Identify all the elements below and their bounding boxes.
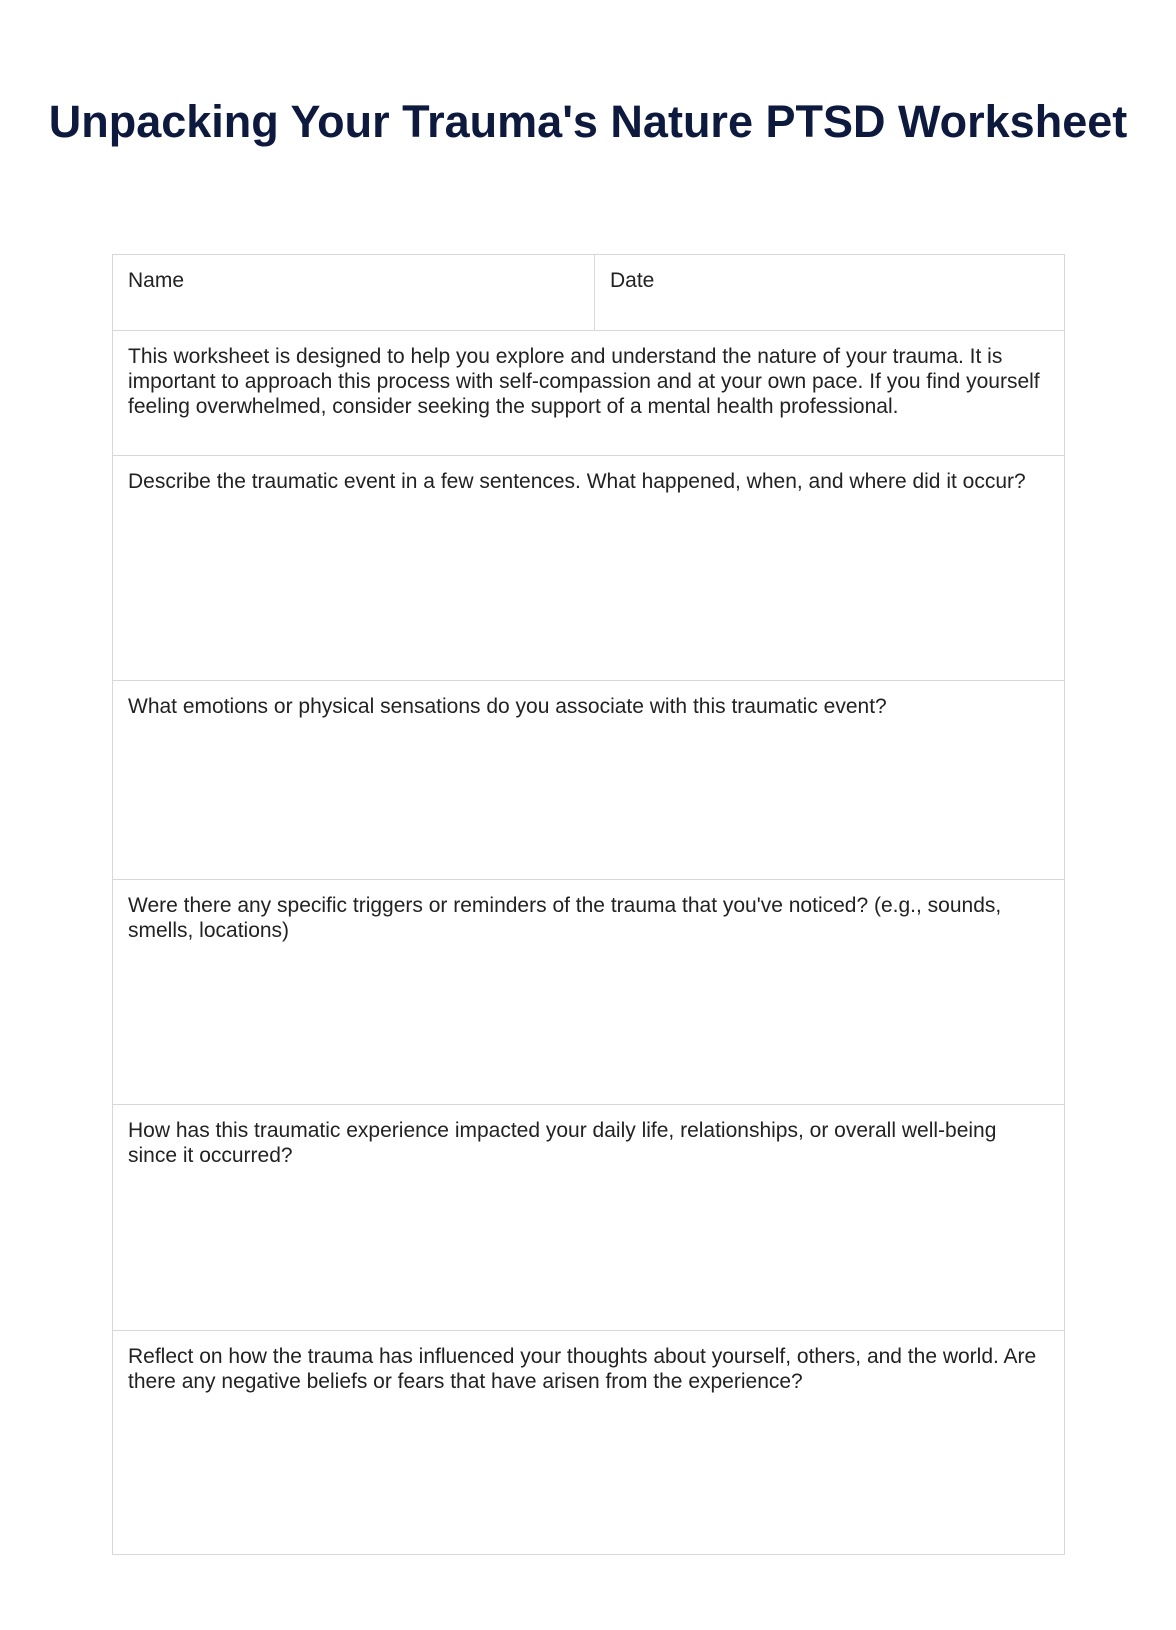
name-field[interactable] (113, 255, 595, 330)
question-1-label: Describe the traumatic event in a few sentences. What happened, when, and where did it occur? (128, 470, 1026, 493)
question-2-label: What emotions or physical sensations do you associate with this traumatic event? (128, 695, 887, 718)
worksheet-table (112, 254, 1065, 1555)
question-1-field[interactable] (113, 456, 1064, 681)
question-5-field[interactable] (113, 1331, 1064, 1554)
date-label: Date (610, 269, 655, 292)
question-4-field[interactable] (113, 1105, 1064, 1331)
page-title: Unpacking Your Trauma's Nature PTSD Worksheet (48, 96, 1128, 147)
question-4-label: How has this traumatic experience impacted your daily life, relationships, or overall well-being since it occurred? (128, 1119, 997, 1167)
question-3-label: Were there any specific triggers or reminders of the trauma that you've noticed? (e.g., sounds, smells, locations) (128, 894, 1002, 942)
intro-text: This worksheet is designed to help you explore and understand the nature of your trauma. It is important to approach this process with self-compassion and at your own pace. If you find yourself feeling overwhelmed, consider seeking the support of a mental health professional. (113, 331, 1064, 456)
question-2-field[interactable] (113, 681, 1064, 880)
question-3-field[interactable] (113, 880, 1064, 1105)
name-label: Name (128, 269, 185, 292)
name-date-row (113, 255, 1064, 331)
date-field[interactable] (595, 255, 1064, 330)
question-5-label: Reflect on how the trauma has influenced your thoughts about yourself, others, and the world. Are there any negative beliefs or fears that have arisen from the experience? (128, 1345, 1037, 1393)
